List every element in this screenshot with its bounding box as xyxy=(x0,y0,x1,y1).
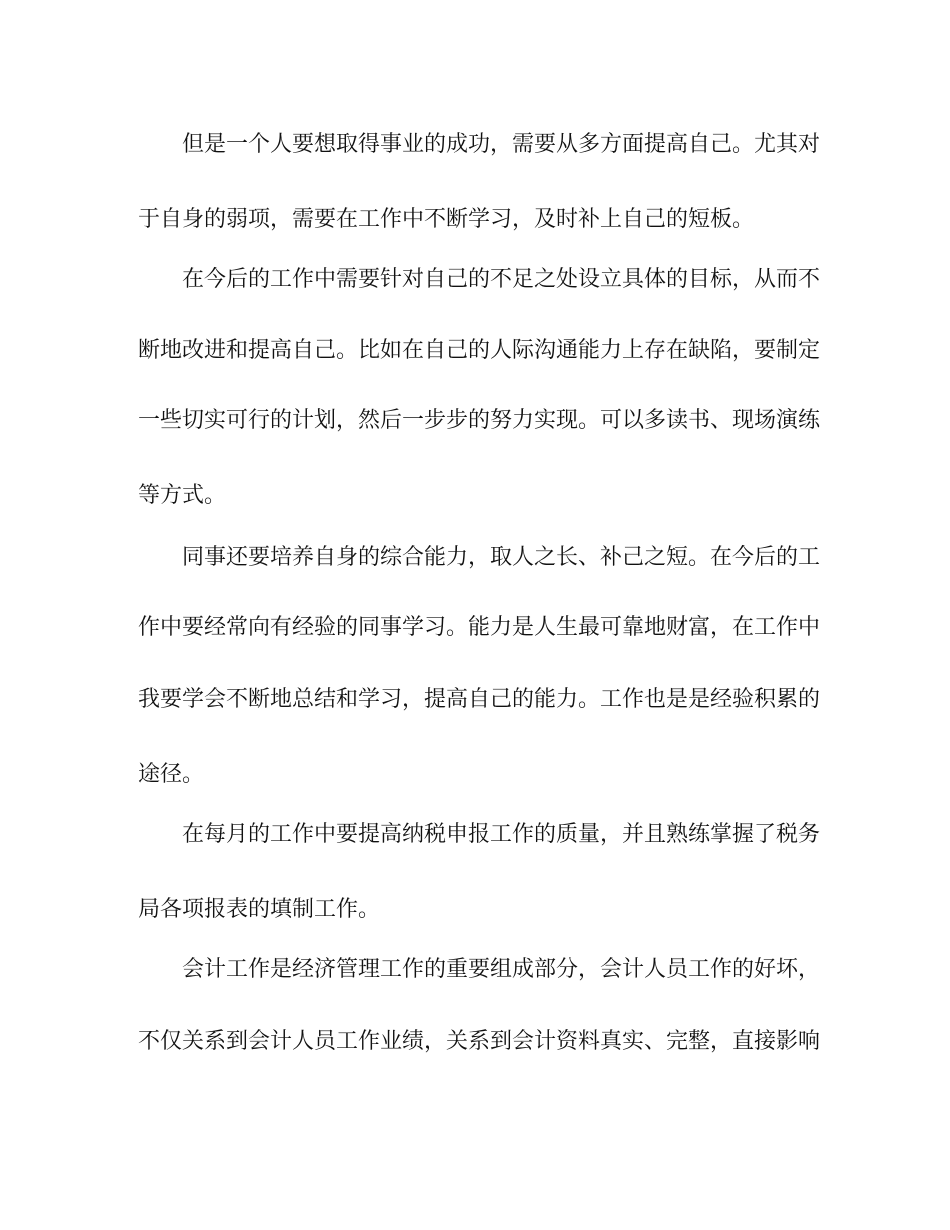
paragraph-3-line-4: 途径。 xyxy=(138,762,205,787)
paragraph-5-line-1: 会计工作是经济管理工作的重要组成部分，会计人员工作的好坏， xyxy=(182,957,821,982)
paragraph-2-line-2: 断地改进和提高自己。比如在自己的人际沟通能力上存在缺陷，要制定 xyxy=(138,338,821,363)
paragraph-4-line-1: 在每月的工作中要提高纳税申报工作的质量，并且熟练掌握了税务 xyxy=(182,822,821,847)
paragraph-2-line-4: 等方式。 xyxy=(138,483,227,508)
paragraph-1-line-1: 但是一个人要想取得事业的成功，需要从多方面提高自己。尤其对 xyxy=(182,132,821,157)
paragraph-3-line-2: 作中要经常向有经验的同事学习。能力是人生最可靠地财富，在工作中 xyxy=(138,615,821,640)
paragraph-2-line-3: 一些切实可行的计划，然后一步步的努力实现。可以多读书、现场演练 xyxy=(138,408,821,433)
paragraph-3-line-3: 我要学会不断地总结和学习，提高自己的能力。工作也是是经验积累的 xyxy=(138,687,821,712)
paragraph-3-line-1: 同事还要培养自身的综合能力，取人之长、补己之短。在今后的工 xyxy=(182,545,821,570)
paragraph-5-line-2: 不仅关系到会计人员工作业绩，关系到会计资料真实、完整，直接影响 xyxy=(138,1029,821,1054)
paragraph-2-line-1: 在今后的工作中需要针对自己的不足之处设立具体的目标，从而不 xyxy=(182,267,821,292)
paragraph-1-line-2: 于自身的弱项，需要在工作中不断学习，及时补上自己的短板。 xyxy=(138,207,755,232)
paragraph-4-line-2: 局各项报表的填制工作。 xyxy=(138,897,381,922)
